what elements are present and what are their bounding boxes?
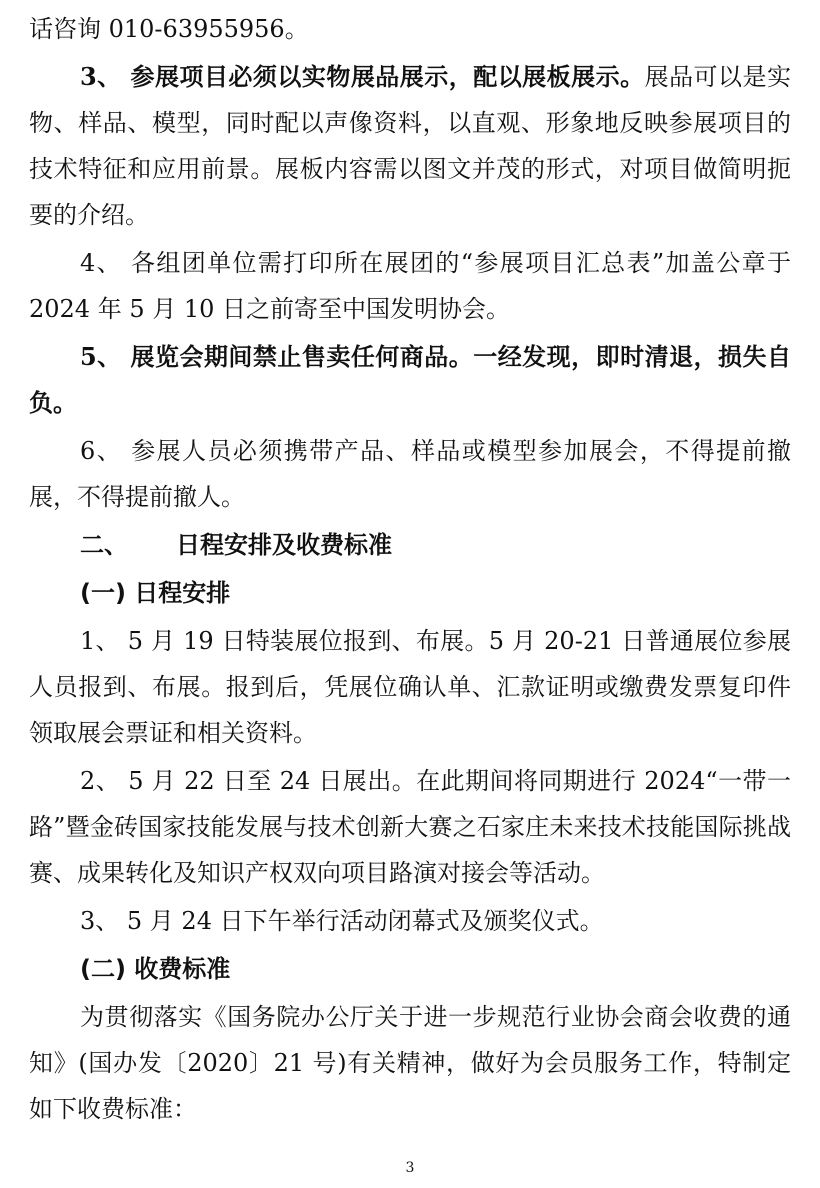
schedule-item-2: 2、 5 月 22 日至 24 日展出。在此期间将同期进行 2024“一带一路”暨金砖国家技能发展与技术创新大赛之石家庄未来技术技能国际挑战赛、成果转化及知识产权双向项目路演对接会等活动。 [29, 767, 791, 887]
section-number: 二、 [80, 531, 128, 559]
subheading-schedule: (一) 日程安排 [80, 579, 231, 607]
paragraph-contact: 话咨询 010-63955956。 [29, 15, 309, 43]
section-heading-2 [29, 522, 791, 568]
paragraph-item-4: 4、 各组团单位需打印所在展团的“参展项目汇总表”加盖公章于 2024 年 5 月 10 日之前寄至中国发明协会。 [29, 249, 791, 323]
page-number: 3 [405, 1160, 415, 1176]
paragraph-item-3 [29, 54, 791, 238]
section-title: 日程安排及收费标准 [176, 531, 392, 559]
item-3-emphasis: 3、 参展项目必须以实物展品展示，配以展板展示。 [80, 62, 645, 91]
paragraph-fee-intro: 为贯彻落实《国务院办公厅关于进一步规范行业协会商会收费的通知》(国办发〔2020〕21 号)有关精神，做好为会员服务工作，特制定如下收费标准： [29, 1003, 791, 1123]
schedule-item-1: 1、 5 月 19 日特装展位报到、布展。5 月 20-21 日普通展位参展人员报到、布展。报到后，凭展位确认单、汇款证明或缴费发票复印件领取展会票证和相关资料。 [29, 627, 791, 747]
subheading-fees: (二) 收费标准 [80, 955, 231, 983]
paragraph-item-6: 6、 参展人员必须携带产品、样品或模型参加展会，不得提前撤展，不得提前撤人。 [29, 437, 791, 511]
schedule-item-3: 3、 5 月 24 日下午举行活动闭幕式及颁奖仪式。 [80, 907, 604, 935]
paragraph-item-5: 5、 展览会期间禁止售卖任何商品。一经发现，即时清退，损失自负。 [29, 342, 791, 417]
document-body [29, 6, 791, 1134]
item-3-text: 展品可以是实物、样品、模型，同时配以声像资料，以直观、形象地反映参展项目的技术特征和应用前景。展板内容需以图文并茂的形式，对项目做简明扼要的介绍。 [29, 63, 791, 229]
